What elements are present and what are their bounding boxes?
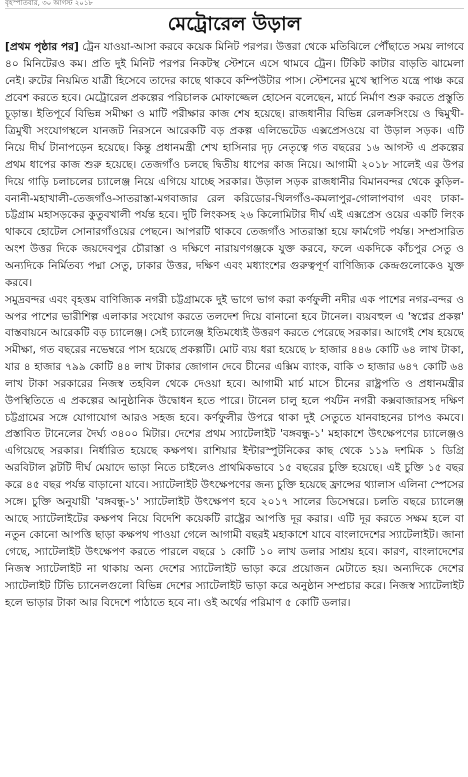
article-paragraph-1: [5, 39, 464, 292]
article-body: [5, 39, 464, 775]
page-header-strip: বৃহস্পতিবার, ৩০ আগস্ট ২০১৮: [5, 0, 464, 9]
continuation-tag: [প্রথম পৃষ্ঠার পর]: [5, 41, 79, 53]
paragraph-2-text: সমুদ্রবন্দর এবং বৃহত্তম বাণিজ্যিক নগরী চট্টগ্রামকে দুই ভাগে ভাগ করা কর্ণফুলী নদীর এক পাশের নগর-বন্দর ও অপর পাশের ভারীশিল্প এলাকার সংযোগ করতে তলদেশ দিয়ে বানানো হবে টানেল। ব্যয়বহুল এ 'স্বপ্নের প্রকল্প' বাস্তবায়নে আরেকটি বড় চ্যালেঞ্জ। সেই চ্যালেঞ্জ ইতিমধ্যেই উত্তরণ করতে পেরেছে সরকার। আগেই শেষ হয়েছে সমীক্ষা, গত বছরের নভেম্বরে পাস হয়েছে প্রকল্পটি। মোট ব্যয় ধরা হয়েছে ৮ হাজার ৪৪৬ কোটি ৬৪ লাখ টাকা, যার ৪ হাজার ৭৯৯ কোটি ৪৪ লাখ টাকার জোগান দেবে চীনের এক্সিম ব্যাংক, বাকি ৩ হাজার ৬৪৭ কোটি ৬৪ লাখ টাকা সরকারের নিজস্ব তহবিল থেকে দেওয়া হবে। আগামী মার্চ মাসে চীনের রাষ্ট্রপতি ও প্রধানমন্ত্রীর উপস্থিতিতে এ প্রকল্পের আনুষ্ঠানিক উদ্বোধন হতে পারে। টানেল চালু হলে পর্যটন নগরী কক্সবাজারসহ দক্ষিণ চট্টগ্রামের সঙ্গে যোগাযোগ আরও সহজ হবে। কর্ণফুলীর উপরে থাকা দুই সেতুতে যানবাহনের চাপও কমবে। প্রস্তাবিত টানেলের দৈর্ঘ্য ৩৪০০ মিটার। দেশের প্রথম স্যাটেলাইট 'বঙ্গবন্ধু-১' মহাকাশে উৎক্ষেপণের চ্যালেঞ্জও এগিয়েছে সরকার। নির্ধারিত হয়েছে কক্ষপথ। রাশিয়ার ইন্টারস্পুটনিকের কাছ থেকে ১১৯ দশমিক ১ ডিগ্রি অরবিটাল স্লটটি দীর্ঘ মেয়াদে ভাড়া নিতে চাইলেও প্রাথমিকভাবে ১৫ বছরের চুক্তি হয়েছে। এই চুক্তি ১৫ বছর করে ৪৫ বছর পর্যন্ত বাড়ানো যাবে। স্যাটেলাইট উৎক্ষেপণের জন্য চুক্তি হয়েছে ফ্রান্সের থ্যালাস এলিনা স্পেসের সঙ্গে। চুক্তি অনুযায়ী 'বঙ্গবন্ধু-১' স্যাটেলাইট উৎক্ষেপণ হবে ২০১৭ সালের ডিসেম্বরে। চলতি বছরে চ্যালেঞ্জ আছে স্যাটেলাইটের কক্ষপথ নিয়ে বিদেশি কয়েকটি রাষ্ট্রের আপত্তি দূর করার। এটি দূর করতে সক্ষম হলে বা নতুন কোনো আপত্তি ছাড়া কক্ষপথ পাওয়া গেলে আগামী বছরই মহাকাশে যাবে বাংলাদেশের স্যাটেলাইট। জানা গেছে, স্যাটেলাইট উৎক্ষেপণ করতে পারলে বছরে ১ কোটি ১০ লাখ ডলার সাশ্রয় হবে। কারণ, বাংলাদেশের নিজস্ব স্যাটেলাইট না থাকায় অন্য দেশের স্যাটেলাইট ভাড়া করে প্রয়োজন মেটাতে হয়। অন্যদিকে দেশের স্যাটেলাইট টিভি চ্যানেলগুলো বিভিন্ন দেশের স্যাটেলাইট ভাড়া করে অনুষ্ঠান সম্প্রচার করে। নিজস্ব স্যাটেলাইট হলে ভাড়ার টাকা আর বিদেশে পাঠাতে হবে না। ওই অর্থের পরিমাণ ৫ কোটি ডলার।: [5, 293, 464, 609]
paragraph-1-text: ট্রেন যাওয়া-আসা করবে কয়েক মিনিট পরপর। উত্তরা থেকে মতিঝিলে পৌঁছাতে সময় লাগবে ৪০ মিনিটেরও কম। প্রতি দুই মিনিট পরপর নিকটস্থ স্টেশনে এসে থামবে ট্রেন। টিকিট কাটার বাড়তি ঝামেলা নেই। রুটের নিয়মিত যাত্রী হিসেবে তাদের কাছে থাকবে কম্পিউটার পাস। স্টেশনের মুখে স্থাপিত যন্ত্রে পাঞ্চ করে প্রবেশ করতে হবে। মেট্রোরেল প্রকল্পের পরিচালক মোফাজ্জেল হোসেন বলেছেন, মার্চে নির্মাণ শুরু করতে প্রস্তুতি চূড়ান্ত। ইতিপূর্বে বিভিন্ন সমীক্ষা ও মাটি পরীক্ষার কাজ শেষ হয়েছে। রাজধানীর বিভিন্ন রেলক্রসিংয়ে ও দ্বিমুখী-ত্রিমুখী সংযোগস্থলে যানজট নিরসনে আরেকটি বড় প্রকল্প এলিভেটেড এক্সপ্রেসওয়ে বা উড়াল সড়ক। এটি নিয়ে দীর্ঘ টানাপড়েন হয়েছে। কিন্তু প্রধানমন্ত্রী শেখ হাসিনার দৃঢ় নেতৃত্বে গত বছরের ১৬ আগস্ট এ প্রকল্পের প্রথম ধাপের কাজ শুরু হয়েছে। তেজগাঁও চলছে দ্বিতীয় ধাপের কাজ নিয়ে। আগামী ২০১৮ সালেই এর উপর দিয়ে গাড়ি চলাচলের চ্যালেঞ্জ নিয়ে এগিয়ে যাচ্ছে সরকার। উড়াল সড়ক রাজধানীর বিমানবন্দর থেকে কুড়িল-বনানী-মহাখালী-তেজগাঁও-সাতরাস্তা-মগবাজার রেল করিডোর-খিলগাঁও-কমলাপুর-গোলাপবাগ এবং ঢাকা-চট্টগ্রাম মহাসড়কের কুতুবখালী পর্যন্ত হবে। দুটি লিংকসহ ২৬ কিলোমিটার দীর্ঘ এই এক্সপ্রেস ওয়ের একটি লিংক থাকবে হোটেল সোনারগাঁওয়ের পেছনে। আপরটি থাকবে তেজগাঁও সাতরাস্তা হয়ে ফার্মগেট পর্যন্ত। সম্প্রসারিত অংশ উত্তর দিকে জয়দেবপুর চৌরাস্তা ও দক্ষিণে নারায়ণগঞ্জকে যুক্ত করবে, ফলে একদিকে কাঁচপুর সেতু ও অন্যদিকে নির্মিতব্য পদ্মা সেতু, ঢাকার উত্তর, দক্ষিণ এবং মধ্যাংশের গুরুত্বপূর্ণ বাণিজ্যিক কেন্দ্রগুলোকেও যুক্ত করবে।: [5, 41, 464, 289]
article-headline: মেট্রোরেল উড়াল: [167, 13, 302, 35]
article-paragraph-2: [5, 292, 464, 612]
